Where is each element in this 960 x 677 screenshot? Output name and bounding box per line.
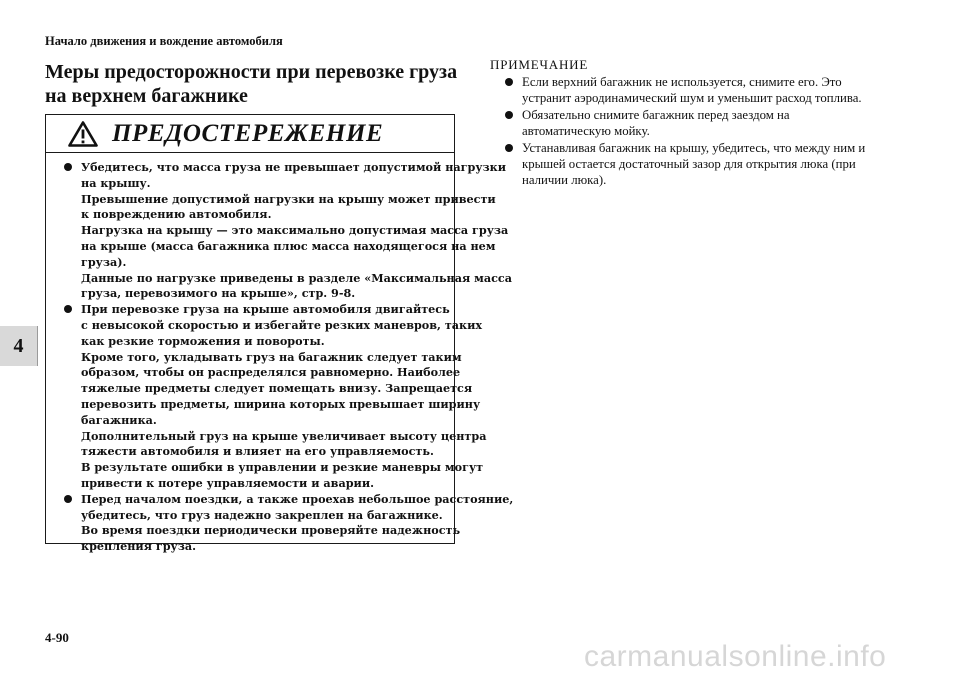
list-item — [63, 160, 512, 302]
list-item-line: как резкие торможения и повороты. — [81, 333, 325, 348]
list-item-line: крепления груза. — [81, 539, 196, 554]
note-heading: ПРИМЕЧАНИЕ — [490, 57, 589, 72]
bullet-dot-icon — [64, 163, 72, 171]
list-item-line: В результате ошибки в управлении и резкие маневры могут — [81, 460, 484, 475]
list-item-line: на крыше (масса багажника плюс масса находящегося на нем — [81, 238, 496, 253]
note-block — [490, 57, 930, 189]
list-item-line: Во время поездки периодически проверяйте надежность — [81, 523, 461, 538]
bullet-dot-icon — [505, 111, 513, 119]
list-item-line: устранит аэродинамический шум и уменьшит расход топлива. — [522, 91, 862, 106]
list-item — [504, 107, 930, 140]
list-item-line: груза, перевозимого на крыше», стр. 9-8. — [81, 286, 356, 301]
bullet-dot-icon — [505, 144, 513, 152]
list-item-line: Убедитесь, что масса груза не превышает допустимой нагрузки — [81, 160, 507, 174]
watermark: carmanualsonline.info — [584, 640, 887, 673]
section-title — [45, 60, 465, 109]
list-item — [504, 140, 930, 189]
list-item-line: Данные по нагрузке приведены в разделе «Максимальная масса — [81, 270, 512, 285]
section-title-line: на верхнем багажнике — [45, 85, 248, 108]
list-item-line: тяжести автомобиля и влияет на его управляемость. — [81, 444, 434, 459]
bullet-dot-icon — [64, 305, 72, 313]
list-item-line: тяжелые предметы следует помещать внизу. Запрещается — [81, 381, 473, 396]
page-number: 4-90 — [45, 630, 69, 645]
list-item-line: на крышу. — [81, 175, 151, 190]
warning-triangle-icon — [68, 121, 98, 147]
list-item-line: к повреждению автомобиля. — [81, 207, 272, 222]
chapter-tab: 4 — [0, 326, 38, 366]
list-item-line: При перевозке груза на крыше автомобиля двигайтесь — [81, 302, 450, 317]
list-item-line: крышей остается достаточный зазор для открытия люка (при — [522, 157, 856, 172]
list-item-line: багажника. — [81, 412, 157, 427]
list-item-line: Обязательно снимите багажник перед заездом на — [522, 107, 790, 122]
list-item — [63, 302, 487, 492]
list-item-line: Дополнительный груз на крыше увеличивает высоту центра — [81, 428, 487, 443]
section-title-line: Меры предосторожности при перевозке груза — [45, 61, 458, 83]
list-item-line: Превышение допустимой нагрузки на крышу может привести — [81, 191, 496, 206]
warning-title: ПРЕДОСТЕРЕЖЕНИЕ — [112, 119, 384, 147]
bullet-dot-icon — [505, 78, 513, 86]
running-header: Начало движения и вождение автомобиля — [45, 34, 283, 48]
list-item-line: Если верхний багажник не используется, снимите его. Это — [522, 75, 842, 89]
list-item-line: наличии люка). — [522, 173, 607, 188]
list-item-line: с невысокой скоростью и избегайте резких маневров, таких — [81, 317, 483, 332]
warning-box — [45, 114, 514, 554]
list-item — [504, 74, 930, 107]
warning-header — [46, 115, 454, 153]
list-item-line: убедитесь, что груз надежно закреплен на багажнике. — [81, 507, 443, 522]
note-list — [490, 74, 930, 189]
list-item-line: перевозить предметы, ширина которых превышает ширину — [81, 396, 481, 411]
list-item — [63, 491, 514, 555]
list-item-line: Перед началом поездки, а также проехав небольшое расстояние, — [81, 491, 514, 506]
list-item-line: Кроме того, укладывать груз на багажник следует таким — [81, 349, 462, 364]
warning-list — [46, 153, 514, 555]
list-item-line: Нагрузка на крышу — это максимально допустимая масса груза — [81, 223, 509, 238]
list-item-line: образом, чтобы он распределялся равномерно. Наиболее — [81, 365, 461, 380]
bullet-dot-icon — [64, 495, 72, 503]
list-item-line: автоматическую мойку. — [522, 124, 650, 139]
list-item-line: груза). — [81, 254, 127, 269]
list-item-line: привести к потере управляемости и аварии. — [81, 475, 375, 490]
list-item-line: Устанавливая багажник на крышу, убедитесь, что между ним и — [522, 140, 866, 155]
